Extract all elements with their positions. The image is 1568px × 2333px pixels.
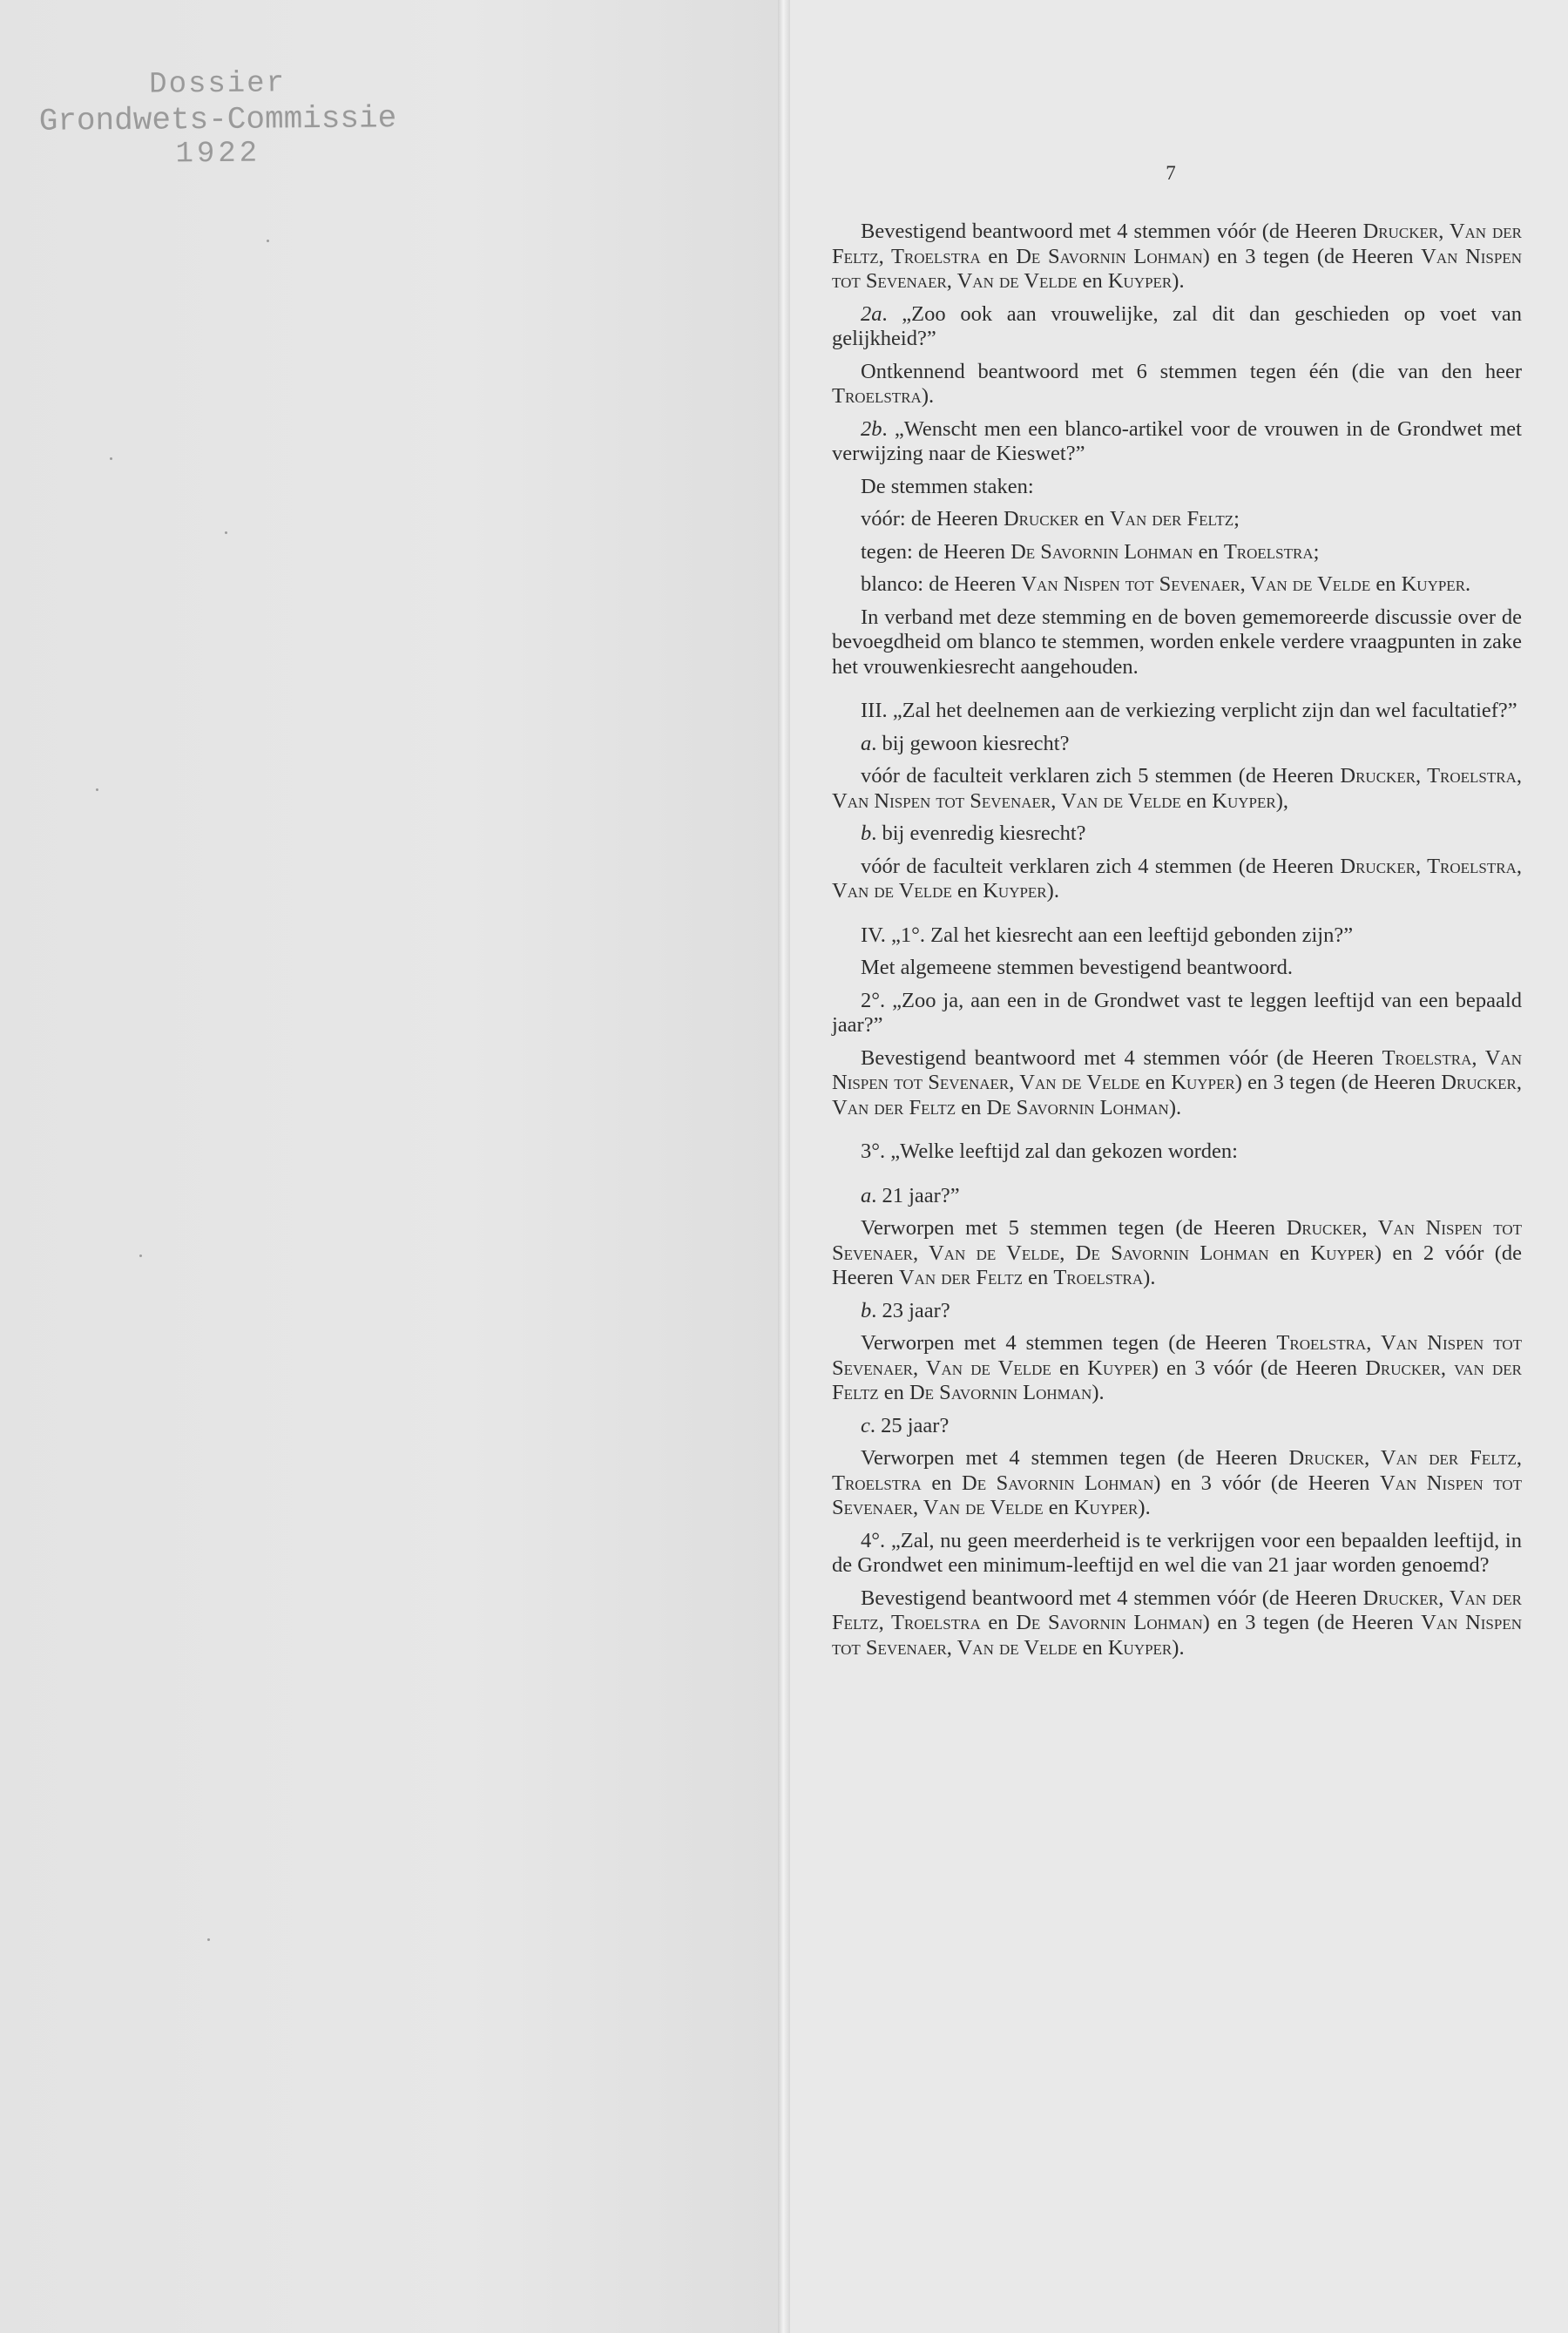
member-names: Van Nispen tot Sevenaer, Van de Velde <box>832 1471 1522 1519</box>
member-names: Troelstra <box>1053 1266 1144 1289</box>
text-run: en <box>980 1611 1017 1634</box>
text-run: ) en 3 tegen (de Heeren <box>1202 1611 1422 1634</box>
text-run: ). <box>1092 1381 1105 1404</box>
text-run: vóór de faculteit verklaren zich 5 stemmen (de Heeren <box>861 764 1341 788</box>
text-run: ). <box>1138 1496 1151 1519</box>
text-run: en <box>951 879 983 903</box>
paper-speck <box>139 1254 142 1257</box>
member-names: Van der Feltz <box>1109 507 1234 531</box>
member-names: Kuyper <box>1401 572 1466 596</box>
item-letter: b <box>861 1298 872 1322</box>
text-run: en <box>1193 539 1224 564</box>
item-letter: a <box>861 1183 872 1207</box>
member-names: Troelstra <box>832 384 922 408</box>
paragraph <box>832 417 1522 467</box>
member-names: De Savornin Lohman <box>909 1381 1092 1404</box>
text-run: tegen: de Heeren <box>861 539 1011 564</box>
item-letter: c <box>861 1413 870 1437</box>
member-names: De Savornin Lohman <box>1016 244 1203 268</box>
text-run: en <box>878 1381 909 1404</box>
text-run: ) en 3 vóór (de Heeren <box>1151 1356 1366 1380</box>
paragraph <box>832 764 1522 814</box>
member-names: Kuyper <box>983 879 1047 903</box>
text-run: De stemmen staken: <box>861 474 1034 498</box>
paragraph <box>832 1331 1522 1406</box>
text-run: Bevestigend beantwoord met 4 stemmen vóór (de Heeren <box>861 220 1363 243</box>
text-run: 3°. „Welke leeftijd zal dan gekozen worden: <box>861 1139 1238 1163</box>
page-body-text <box>832 220 1522 1668</box>
text-run: . bij gewoon kiesrecht? <box>871 731 1070 755</box>
member-names: Drucker, Van der Feltz <box>832 1071 1522 1119</box>
text-run: en <box>956 1095 987 1119</box>
paragraph <box>832 822 1522 847</box>
text-run: 4°. „Zal, nu geen meerderheid is te verkrijgen voor een bepaalden leeftijd, in de Grondwet een minimum-leeftijd en wel die van 21 jaar worden genoemd? <box>832 1528 1522 1577</box>
text-run: ), <box>1275 788 1288 813</box>
text-run: ). <box>1168 1095 1182 1119</box>
text-run: ). <box>1143 1266 1156 1289</box>
archive-stamp <box>25 66 409 173</box>
paragraph <box>832 956 1522 981</box>
paragraph <box>832 540 1522 565</box>
member-names: Van Nispen tot Sevenaer, Van de Velde <box>1021 572 1371 596</box>
member-names: Kuyper <box>1107 1635 1173 1660</box>
text-run: ). <box>921 384 935 408</box>
member-names: Drucker <box>1003 507 1079 531</box>
paragraph <box>832 302 1522 352</box>
member-names: Kuyper <box>1310 1241 1375 1265</box>
text-run: Bevestigend beantwoord met 4 stemmen vóór (de Heeren <box>861 1586 1363 1610</box>
stamp-line-2: Grondwets-Commissie <box>38 100 397 139</box>
stamp-line-1: Dossier <box>149 67 287 102</box>
paragraph <box>832 699 1522 724</box>
paper-speck <box>96 788 98 791</box>
text-run: en <box>1078 507 1110 531</box>
paper-speck <box>110 457 112 460</box>
text-run: . „Wenscht men een blanco-artikel voor de vrouwen in de Grondwet met verwijzing naar de Kieswet?” <box>832 416 1522 465</box>
member-names: Van der Feltz <box>898 1266 1023 1289</box>
text-run: vóór: de Heeren <box>861 507 1004 531</box>
member-names: Kuyper <box>1073 1496 1139 1519</box>
text-run: ). <box>1046 879 1059 903</box>
paragraph <box>832 855 1522 904</box>
member-names: Kuyper <box>1171 1071 1235 1094</box>
member-names: Kuyper <box>1107 269 1173 293</box>
text-run: en <box>1077 269 1108 293</box>
paragraph <box>832 572 1522 598</box>
text-run: en <box>1077 1635 1108 1660</box>
text-run: In verband met deze stemming en de boven gememoreerde discussie over de bevoegdheid om blanco te stemmen, worden enkele verdere vraagpunten in zake het vrouwenkiesrecht aangehouden. <box>832 605 1522 679</box>
paragraph <box>832 220 1522 294</box>
text-run: vóór de faculteit verklaren zich 4 stemmen (de Heeren <box>861 854 1341 878</box>
member-names: De Savornin Lohman <box>1010 539 1193 564</box>
item-letter: 2b <box>861 416 882 441</box>
member-names: De Savornin Lohman <box>986 1095 1169 1119</box>
member-names: Van Nispen tot Sevenaer, Van de Velde <box>832 1611 1523 1660</box>
text-run: en <box>1043 1496 1074 1519</box>
text-run: Verworpen met 5 stemmen tegen (de Heeren <box>861 1216 1287 1240</box>
member-names: Drucker, Van der Feltz, Troelstra <box>832 1586 1522 1634</box>
text-run: en <box>1139 1071 1172 1094</box>
text-run: ; <box>1313 539 1320 564</box>
text-run: ) en 2 vóór (de Heeren <box>832 1241 1522 1289</box>
text-run: ) en 3 tegen (de Heeren <box>1234 1071 1442 1094</box>
page-number: 7 <box>1166 162 1176 184</box>
member-names: Drucker, Van der Feltz, Troelstra <box>832 220 1522 268</box>
paragraph <box>832 923 1522 949</box>
text-run: Met algemeene stemmen bevestigend beantwoord. <box>861 956 1293 979</box>
text-run: en <box>1022 1266 1054 1289</box>
paragraph <box>832 475 1522 500</box>
paper-speck <box>225 531 227 534</box>
paragraph <box>832 1529 1522 1579</box>
left-page <box>0 0 780 2333</box>
paragraph <box>832 1139 1522 1165</box>
item-letter: a <box>861 731 872 755</box>
text-run: ; <box>1233 507 1240 531</box>
member-names: Troelstra, Van Nispen tot Sevenaer, Van de Velde <box>832 1331 1522 1380</box>
paragraph <box>832 989 1522 1038</box>
member-names: Kuyper <box>1087 1356 1152 1380</box>
member-names: De Savornin Lohman <box>962 1471 1154 1495</box>
text-run: IV. „1°. Zal het kiesrecht aan een leeftijd gebonden zijn?” <box>861 923 1354 947</box>
member-names: Troelstra <box>1223 539 1314 564</box>
paragraph <box>832 732 1522 757</box>
item-letter: 2a <box>861 301 882 326</box>
paper-speck <box>267 240 269 242</box>
text-run: ) en 3 vóór (de Heeren <box>1153 1471 1380 1495</box>
paragraph <box>832 1184 1522 1209</box>
stamp-line-3: 1922 <box>175 138 261 172</box>
text-run: Verworpen met 4 stemmen tegen (de Heeren <box>861 1446 1289 1470</box>
text-run: 2°. „Zoo ja, aan een in de Grondwet vast te leggen leeftijd van een bepaald jaar?” <box>832 988 1522 1037</box>
member-names: Kuyper <box>1212 788 1276 813</box>
text-run: . <box>1465 572 1471 596</box>
member-names: Troelstra, Van Nispen tot Sevenaer, Van de Velde <box>832 1045 1522 1094</box>
member-names: Van Nispen tot Sevenaer, Van de Velde <box>832 244 1523 293</box>
text-run: Ontkennend beantwoord met 6 stemmen tegen één (die van den heer <box>861 359 1522 383</box>
text-run: . bij evenredig kiesrecht? <box>871 822 1086 845</box>
text-run: ). <box>1172 1635 1185 1660</box>
paragraph <box>832 1216 1522 1291</box>
paragraph <box>832 1446 1522 1521</box>
member-names: Drucker, Van Nispen tot Sevenaer, Van de Velde, De Savornin Lohman <box>832 1216 1522 1265</box>
text-run: en <box>1370 572 1402 596</box>
text-run: . 25 jaar? <box>869 1413 950 1437</box>
item-letter: b <box>861 822 872 845</box>
text-run: ). <box>1172 269 1185 293</box>
paragraph <box>832 1586 1522 1661</box>
paper-speck <box>207 1938 210 1941</box>
paragraph <box>832 1414 1522 1439</box>
text-run: ) en 3 tegen (de Heeren <box>1202 244 1422 268</box>
text-run: Bevestigend beantwoord met 4 stemmen vóór (de Heeren <box>861 1045 1382 1070</box>
text-run: . 21 jaar?” <box>871 1183 960 1207</box>
paragraph <box>832 1046 1522 1121</box>
text-run: en <box>921 1471 963 1495</box>
paragraph <box>832 605 1522 680</box>
member-names: Drucker, van der Feltz <box>832 1356 1523 1404</box>
text-run: blanco: de Heeren <box>861 572 1022 596</box>
paragraph <box>832 360 1522 409</box>
text-run: III. „Zal het deelnemen aan de verkiezing verplicht zijn dan wel facultatief?” <box>861 699 1517 722</box>
text-run: en <box>1268 1241 1311 1265</box>
member-names: Drucker, Troelstra, Van Nispen tot Sevenaer, Van de Velde <box>832 764 1522 813</box>
text-run: en <box>1180 788 1213 813</box>
text-run: . 23 jaar? <box>871 1298 950 1322</box>
text-run: en <box>980 244 1017 268</box>
member-names: De Savornin Lohman <box>1016 1611 1203 1634</box>
member-names: Drucker, Troelstra, Van de Velde <box>832 854 1522 903</box>
text-run: . „Zoo ook aan vrouwelijke, zal dit dan geschieden op voet van gelijkheid?” <box>832 301 1522 350</box>
text-run: Verworpen met 4 stemmen tegen (de Heeren <box>861 1331 1277 1355</box>
paragraph <box>832 507 1522 532</box>
paragraph <box>832 1299 1522 1324</box>
member-names: Drucker, Van der Feltz, Troelstra <box>832 1446 1522 1495</box>
text-run: en <box>1051 1356 1088 1380</box>
page-fold <box>778 0 790 2333</box>
